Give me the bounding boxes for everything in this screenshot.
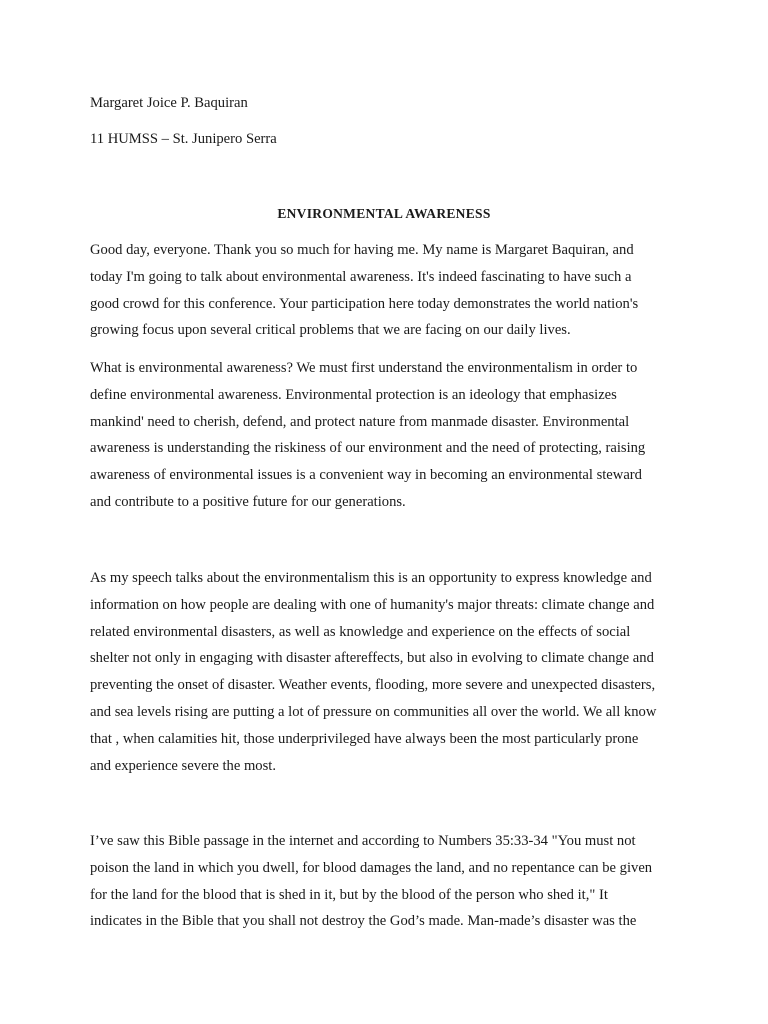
paragraph-line: and contribute to a positive future for our generations. xyxy=(90,493,406,510)
paragraph-line: information on how people are dealing with one of humanity's major threats: climate change and xyxy=(90,596,655,613)
paragraph-line: good crowd for this conference. Your participation here today demonstrates the world nation's xyxy=(90,295,639,312)
paragraph-line: indicates in the Bible that you shall not destroy the God’s made. Man-made’s disaster was the xyxy=(90,913,637,930)
paragraph-line: Good day, everyone. Thank you so much for having me. My name is Margaret Baquiran, and xyxy=(90,242,634,258)
paragraph-line: poison the land in which you dwell, for blood damages the land, and no repentance can be given xyxy=(90,859,653,876)
paragraph-line: awareness of environmental issues is a convenient way in becoming an environmental steward xyxy=(90,467,642,484)
paragraph-line: awareness is understanding the riskiness of our environment and the need of protecting, raising xyxy=(90,440,646,457)
paragraph-line: that , when calamities hit, those underprivileged have always been the most particularly prone xyxy=(90,730,639,747)
paragraph-2 xyxy=(90,355,690,516)
paragraph-line: define environmental awareness. Environmental protection is an ideology that emphasizes xyxy=(90,386,617,403)
paragraph-line: growing focus upon several critical problems that we are facing on our daily lives. xyxy=(90,322,571,339)
paragraph-line: preventing the onset of disaster. Weather events, flooding, more severe and unexpected disasters, xyxy=(90,677,656,694)
paragraph-line: As my speech talks about the environmentalism this is an opportunity to express knowledge and xyxy=(90,570,652,586)
paragraph-line: mankind' need to cherish, defend, and protect nature from manmade disaster. Environmental xyxy=(90,413,630,430)
class-section: 11 HUMSS – St. Junipero Serra xyxy=(90,131,277,147)
paragraph-line: related environmental disasters, as well as knowledge and experience on the effects of social xyxy=(90,623,631,640)
paragraph-1 xyxy=(90,237,690,344)
paragraph-line: What is environmental awareness? We must first understand the environmentalism in order to xyxy=(90,360,638,376)
author-name: Margaret Joice P. Baquiran xyxy=(90,95,248,111)
paragraph-4 xyxy=(90,828,690,935)
paragraph-line: today I'm going to talk about environmental awareness. It's indeed fascinating to have such a xyxy=(90,268,632,285)
paragraph-line: and experience severe the most. xyxy=(90,757,276,774)
paragraph-line: for the land for the blood that is shed in it, but by the blood of the person who shed it," It xyxy=(90,886,608,903)
paragraph-line: shelter not only in engaging with disaster aftereffects, but also in evolving to climate change and xyxy=(90,650,654,667)
paragraph-line: I’ve saw this Bible passage in the internet and according to Numbers 35:33-34 "You must not xyxy=(90,833,636,849)
paragraph-3 xyxy=(90,565,690,779)
document-title: ENVIRONMENTAL AWARENESS xyxy=(277,206,491,221)
paragraph-line: and sea levels rising are putting a lot of pressure on communities all over the world. We all know xyxy=(90,703,657,720)
